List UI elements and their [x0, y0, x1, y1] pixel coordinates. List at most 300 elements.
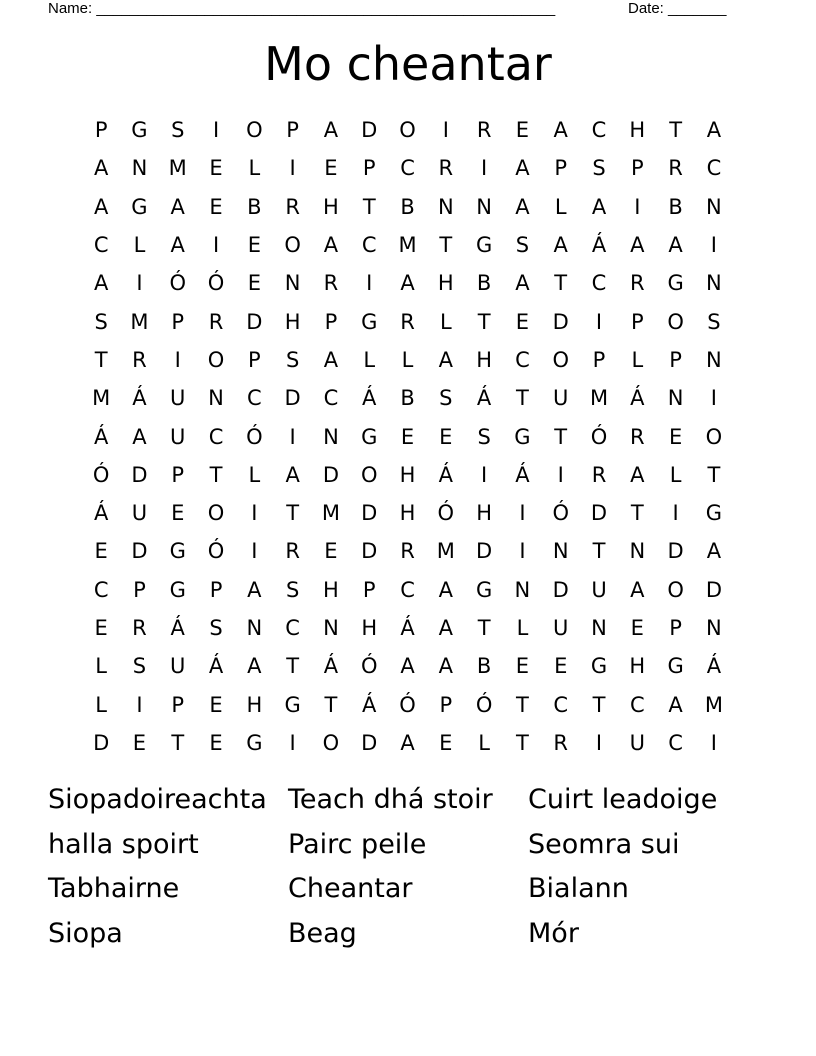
grid-letter: L — [554, 194, 567, 219]
grid-letter: G — [169, 577, 186, 602]
grid-letter: E — [209, 156, 223, 181]
grid-letter: D — [590, 501, 608, 526]
grid-letter: H — [246, 692, 263, 717]
grid-letter: I — [595, 730, 603, 755]
grid-letter: R — [438, 156, 454, 181]
grid-letter: B — [400, 386, 415, 411]
grid-letter: Á — [170, 616, 185, 640]
grid-letter: A — [323, 233, 339, 258]
grid-letter: R — [285, 194, 300, 219]
grid-letter: L — [363, 347, 376, 372]
grid-letter: U — [553, 386, 569, 411]
grid-letter: E — [515, 654, 530, 679]
grid-letter: L — [401, 347, 414, 372]
grid-letter: G — [246, 730, 263, 755]
grid-letter: D — [131, 539, 148, 564]
grid-letter: E — [400, 424, 415, 449]
grid-letter: R — [476, 118, 492, 143]
grid-letter: S — [592, 156, 606, 181]
grid-letter: I — [212, 233, 220, 258]
word-bank-item: Teach dhá stoir — [288, 784, 493, 815]
grid-letter: U — [170, 654, 186, 679]
grid-letter: D — [361, 730, 378, 755]
grid-letter: A — [170, 233, 185, 258]
grid-letter: E — [324, 539, 338, 564]
grid-letter: A — [400, 271, 415, 296]
grid-letter: D — [552, 577, 569, 602]
grid-letter: Á — [362, 692, 377, 717]
grid-letter: N — [437, 194, 454, 219]
grid-letter: E — [209, 194, 223, 219]
word-bank-item: Cuirt leadoige — [528, 784, 718, 815]
grid-letter: G — [475, 233, 493, 258]
grid-letter: A — [515, 194, 530, 219]
grid-letter: E — [247, 271, 261, 296]
grid-row — [82, 188, 734, 226]
grid-letter: H — [629, 118, 646, 143]
grid-letter: Ó — [475, 692, 493, 717]
grid-letter: S — [707, 309, 721, 334]
grid-letter: A — [400, 654, 415, 679]
word-bank-item: Cheantar — [288, 873, 413, 905]
grid-row — [82, 302, 734, 340]
grid-letter: A — [630, 577, 645, 602]
grid-letter: A — [132, 424, 147, 449]
grid-letter: M — [168, 156, 187, 181]
grid-letter: N — [591, 616, 607, 640]
grid-letter: P — [286, 118, 299, 143]
grid-letter: I — [710, 730, 717, 755]
grid-letter: H — [437, 271, 454, 296]
grid-letter: G — [131, 118, 148, 143]
grid-letter: G — [131, 194, 148, 219]
grid-letter: O — [705, 424, 723, 449]
letter-grid — [82, 111, 734, 762]
grid-letter: T — [592, 692, 606, 717]
grid-letter: M — [704, 692, 723, 717]
grid-letter: Ó — [169, 271, 186, 296]
word-bank — [48, 778, 768, 957]
grid-letter: C — [515, 347, 530, 372]
grid-letter: Ó — [399, 692, 416, 717]
grid-letter: I — [634, 194, 641, 219]
grid-letter: P — [362, 156, 376, 181]
grid-letter: B — [247, 194, 262, 219]
grid-letter: N — [706, 271, 722, 296]
grid-letter: R — [400, 539, 415, 564]
grid-letter: H — [323, 194, 339, 219]
grid-letter: Ó — [246, 424, 263, 449]
grid-letter: I — [481, 156, 488, 181]
grid-letter: A — [93, 156, 109, 181]
grid-letter: T — [669, 118, 683, 143]
grid-letter: Á — [438, 462, 453, 487]
grid-letter: A — [706, 118, 722, 143]
grid-letter: P — [324, 309, 338, 334]
grid-letter: E — [94, 539, 108, 564]
grid-letter: T — [477, 616, 491, 640]
grid-letter: S — [439, 386, 453, 411]
grid-letter: P — [554, 156, 568, 181]
grid-letter: A — [323, 347, 339, 372]
grid-letter: A — [553, 118, 568, 143]
grid-row — [82, 379, 734, 417]
grid-letter: H — [399, 501, 416, 526]
grid-letter: R — [208, 309, 224, 334]
grid-row — [82, 417, 734, 455]
grid-letter: N — [476, 194, 492, 219]
grid-letter: A — [515, 156, 530, 181]
grid-letter: N — [706, 194, 722, 219]
grid-letter: R — [630, 271, 645, 296]
grid-letter: Á — [93, 424, 109, 449]
grid-letter: T — [209, 462, 223, 487]
grid-letter: A — [591, 194, 607, 219]
grid-letter: T — [554, 424, 568, 449]
grid-letter: T — [592, 539, 606, 564]
grid-letter: O — [322, 730, 340, 755]
grid-letter: L — [669, 462, 682, 487]
grid-row — [82, 724, 734, 762]
grid-letter: U — [170, 386, 186, 411]
grid-letter: L — [133, 233, 146, 258]
grid-letter: E — [171, 501, 185, 526]
grid-letter: T — [516, 386, 529, 411]
grid-row — [82, 341, 734, 379]
grid-letter: E — [554, 654, 568, 679]
word-bank-item: Tabhairne — [48, 873, 180, 905]
grid-letter: M — [321, 501, 340, 526]
grid-letter: S — [285, 577, 300, 602]
grid-letter: P — [133, 577, 146, 602]
grid-letter: E — [209, 730, 223, 755]
grid-letter: A — [323, 118, 339, 143]
grid-letter: D — [284, 386, 301, 411]
grid-letter: D — [131, 462, 148, 487]
grid-letter: G — [590, 654, 608, 679]
name-field-label: Name: _______________________________________________________ — [48, 0, 556, 17]
grid-letter: D — [361, 539, 378, 564]
grid-letter: B — [668, 194, 683, 219]
grid-letter: A — [93, 194, 109, 219]
grid-letter: T — [171, 730, 185, 755]
grid-letter: Á — [93, 501, 109, 526]
grid-letter: D — [93, 730, 110, 755]
grid-letter: L — [516, 616, 529, 640]
grid-row — [82, 226, 734, 264]
grid-letter: N — [323, 616, 339, 640]
grid-letter: R — [323, 271, 339, 296]
grid-letter: O — [207, 347, 225, 372]
grid-row — [82, 456, 734, 494]
grid-letter: S — [477, 424, 491, 449]
grid-letter: G — [667, 654, 684, 679]
grid-letter: E — [515, 118, 530, 143]
word-bank-item: Pairc peile — [288, 828, 427, 860]
grid-letter: P — [171, 692, 185, 717]
grid-letter: B — [476, 271, 492, 296]
grid-letter: M — [398, 233, 417, 258]
grid-letter: R — [132, 616, 147, 640]
grid-letter: E — [324, 156, 338, 181]
grid-letter: N — [131, 156, 148, 181]
grid-letter: N — [629, 539, 646, 564]
grid-letter: P — [171, 462, 185, 487]
grid-letter: Á — [476, 386, 492, 411]
grid-letter: Á — [630, 386, 645, 411]
grid-letter: A — [515, 271, 530, 296]
grid-letter: A — [438, 577, 453, 602]
grid-letter: Ó — [360, 654, 378, 679]
grid-letter: D — [552, 309, 569, 334]
grid-letter: A — [93, 271, 109, 296]
grid-letter: I — [481, 462, 488, 487]
grid-letter: I — [557, 462, 564, 487]
grid-letter: N — [514, 577, 531, 602]
grid-letter: E — [209, 692, 223, 717]
grid-letter: O — [552, 347, 569, 372]
grid-letter: A — [170, 194, 185, 219]
grid-letter: A — [247, 654, 262, 679]
grid-letter: G — [667, 271, 684, 296]
grid-letter: R — [285, 539, 300, 564]
grid-letter: R — [591, 462, 607, 487]
grid-letter: O — [360, 462, 378, 487]
grid-letter: C — [285, 616, 300, 640]
grid-letter: S — [209, 616, 223, 640]
grid-letter: H — [323, 577, 339, 602]
grid-row — [82, 647, 734, 685]
grid-letter: D — [667, 539, 684, 564]
grid-letter: U — [553, 616, 569, 640]
grid-row — [82, 685, 734, 723]
grid-letter: A — [668, 233, 683, 258]
word-bank-item: halla spoirt — [48, 828, 199, 860]
grid-letter: L — [248, 462, 261, 487]
grid-letter: Á — [515, 462, 530, 487]
grid-letter: L — [95, 654, 107, 679]
grid-letter: O — [207, 501, 225, 526]
grid-letter: N — [552, 539, 569, 564]
grid-letter: O — [667, 577, 684, 602]
grid-letter: G — [284, 692, 301, 717]
grid-row — [82, 571, 734, 609]
grid-letter: E — [515, 309, 530, 334]
grid-letter: G — [705, 501, 723, 526]
grid-letter: Ó — [92, 462, 110, 487]
grid-letter: H — [629, 654, 646, 679]
grid-row — [82, 149, 734, 187]
grid-letter: N — [284, 271, 301, 296]
grid-letter: T — [516, 692, 529, 717]
grid-letter: N — [246, 616, 263, 640]
word-bank-item: Siopa — [48, 918, 123, 950]
word-bank-item: Mór — [528, 918, 579, 950]
grid-letter: D — [705, 577, 722, 602]
grid-letter: S — [132, 654, 147, 679]
grid-letter: C — [591, 271, 607, 296]
grid-letter: Ó — [590, 424, 608, 449]
grid-letter: S — [94, 309, 108, 334]
grid-letter: D — [361, 118, 378, 143]
grid-letter: O — [667, 309, 684, 334]
grid-letter: A — [438, 347, 453, 372]
grid-letter: U — [170, 424, 186, 449]
grid-letter: A — [438, 654, 453, 679]
grid-letter: I — [289, 156, 296, 181]
grid-letter: C — [629, 692, 645, 717]
grid-letter: R — [668, 156, 683, 181]
grid-letter: H — [361, 616, 378, 640]
grid-letter: H — [284, 309, 301, 334]
grid-letter: G — [361, 424, 378, 449]
grid-letter: T — [94, 347, 108, 372]
grid-letter: Á — [323, 654, 339, 679]
word-bank-item: Bialann — [528, 873, 629, 905]
grid-letter: I — [366, 271, 373, 296]
grid-row — [82, 494, 734, 532]
grid-letter: Á — [208, 654, 224, 679]
grid-letter: I — [595, 309, 603, 334]
grid-letter: R — [553, 730, 568, 755]
grid-letter: P — [669, 347, 682, 372]
grid-letter: I — [442, 118, 449, 143]
grid-letter: Á — [591, 233, 607, 258]
grid-letter: A — [438, 616, 453, 640]
grid-letter: T — [362, 194, 376, 219]
grid-letter: D — [246, 309, 263, 334]
grid-letter: P — [94, 118, 108, 143]
grid-letter: I — [519, 539, 526, 564]
grid-letter: Á — [362, 386, 377, 411]
grid-letter: A — [668, 692, 683, 717]
grid-letter: G — [514, 424, 531, 449]
grid-letter: C — [553, 692, 569, 717]
grid-letter: Ó — [207, 271, 225, 296]
grid-letter: T — [707, 462, 721, 487]
grid-letter: C — [668, 730, 683, 755]
grid-letter: P — [248, 347, 261, 372]
grid-letter: A — [630, 462, 645, 487]
grid-letter: N — [208, 386, 224, 411]
grid-letter: I — [251, 539, 258, 564]
puzzle-title: Mo cheantar — [264, 37, 552, 91]
grid-letter: Á — [132, 386, 147, 411]
grid-letter: S — [285, 347, 300, 372]
grid-letter: L — [439, 309, 452, 334]
grid-letter: I — [251, 501, 258, 526]
grid-letter: Á — [706, 654, 722, 679]
grid-letter: O — [399, 118, 416, 143]
grid-letter: R — [400, 309, 415, 334]
grid-letter: C — [591, 118, 607, 143]
grid-letter: C — [323, 386, 339, 411]
grid-letter: P — [630, 156, 644, 181]
grid-letter: A — [285, 462, 300, 487]
grid-letter: C — [400, 577, 415, 602]
grid-letter: L — [631, 347, 644, 372]
grid-letter: A — [553, 233, 568, 258]
grid-letter: I — [519, 501, 526, 526]
grid-letter: P — [439, 692, 453, 717]
date-field-label: Date: _______ — [628, 0, 727, 17]
grid-row — [82, 111, 734, 149]
grid-letter: I — [710, 233, 717, 258]
grid-letter: T — [439, 233, 453, 258]
grid-letter: Ó — [437, 501, 455, 526]
grid-row — [82, 609, 734, 647]
grid-letter: C — [247, 386, 262, 411]
grid-letter: L — [95, 692, 107, 717]
grid-letter: O — [246, 118, 263, 143]
grid-row — [82, 264, 734, 302]
grid-letter: I — [289, 730, 296, 755]
grid-letter: T — [554, 271, 568, 296]
grid-letter: E — [439, 730, 453, 755]
grid-letter: L — [248, 156, 261, 181]
grid-letter: A — [630, 233, 645, 258]
grid-letter: N — [706, 347, 722, 372]
grid-letter: L — [478, 730, 490, 755]
grid-letter: B — [476, 654, 492, 679]
grid-letter: E — [439, 424, 453, 449]
grid-letter: U — [629, 730, 645, 755]
grid-letter: E — [247, 233, 261, 258]
grid-letter: P — [362, 577, 376, 602]
grid-letter: B — [400, 194, 415, 219]
grid-letter: N — [706, 616, 722, 640]
grid-letter: D — [361, 501, 378, 526]
grid-letter: P — [630, 309, 644, 334]
grid-letter: T — [286, 501, 300, 526]
grid-letter: G — [475, 577, 493, 602]
grid-letter: T — [516, 730, 529, 755]
grid-letter: P — [592, 347, 606, 372]
grid-letter: T — [324, 692, 338, 717]
header-line — [48, 0, 748, 20]
grid-letter: T — [630, 501, 644, 526]
word-bank-item: Seomra sui — [528, 828, 680, 860]
grid-letter: I — [174, 347, 181, 372]
grid-letter: U — [131, 501, 148, 526]
grid-letter: E — [668, 424, 683, 449]
grid-letter: I — [212, 118, 220, 143]
grid-letter: T — [286, 654, 300, 679]
grid-letter: I — [672, 501, 679, 526]
grid-letter: N — [323, 424, 339, 449]
grid-letter: P — [171, 309, 185, 334]
grid-letter: I — [136, 692, 143, 717]
grid-letter: R — [630, 424, 645, 449]
grid-letter: E — [630, 616, 644, 640]
grid-letter: H — [399, 462, 416, 487]
grid-letter: M — [589, 386, 609, 411]
grid-letter: A — [400, 730, 415, 755]
grid-letter: R — [132, 347, 147, 372]
grid-letter: A — [706, 539, 722, 564]
grid-letter: C — [361, 233, 377, 258]
grid-letter: H — [476, 347, 493, 372]
grid-letter: Ó — [552, 501, 569, 526]
grid-letter: G — [361, 309, 378, 334]
grid-letter: D — [476, 539, 493, 564]
grid-letter: M — [130, 309, 149, 334]
grid-letter: P — [669, 616, 682, 640]
grid-letter: O — [284, 233, 301, 258]
grid-letter: S — [515, 233, 530, 258]
grid-letter: D — [322, 462, 340, 487]
grid-letter: M — [92, 386, 111, 411]
